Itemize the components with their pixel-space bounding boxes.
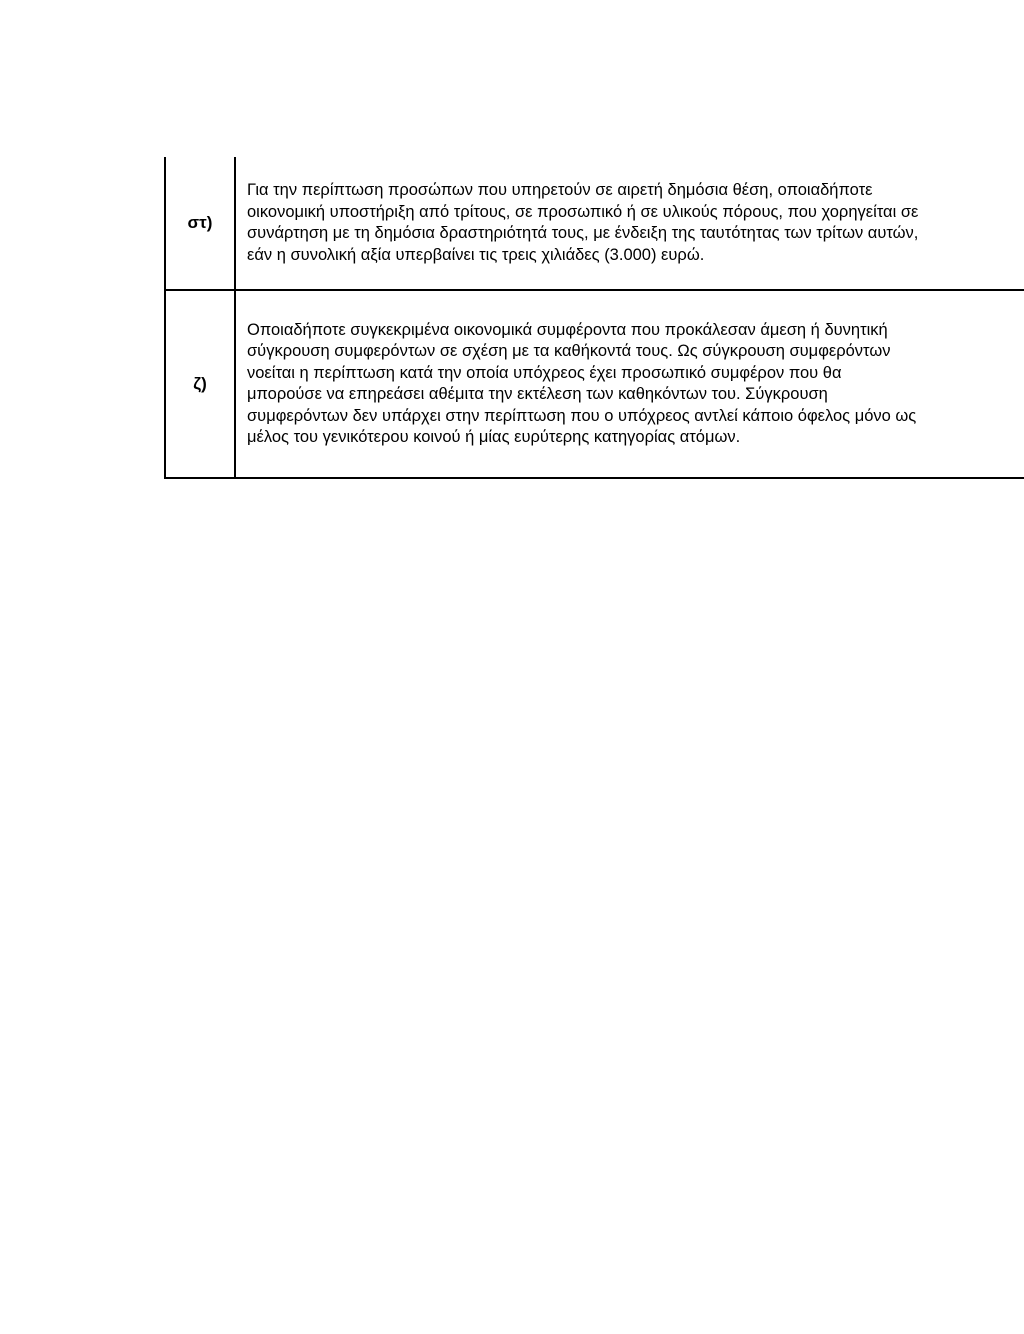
- text-line: μπορούσε να επηρεάσει αθέμιτα την εκτέλεση των καθηκόντων του. Σύγκρουση: [247, 385, 828, 403]
- table-row: [164, 291, 1024, 479]
- row-label: στ): [164, 157, 236, 289]
- text-line: σύγκρουση συμφερόντων σε σχέση με τα καθήκοντά τους. Ως σύγκρουση συμφερόντων: [247, 342, 891, 360]
- row-paragraph: [247, 320, 916, 449]
- text-line: εάν η συνολική αξία υπερβαίνει τις τρεις χιλιάδες (3.000) ευρώ.: [247, 245, 705, 264]
- row-label: ζ): [164, 291, 236, 477]
- text-line: μέλος του γενικότερου κοινού ή μίας ευρύτερης κατηγορίας ατόμων.: [247, 428, 741, 446]
- row-text-cell: [236, 291, 1024, 477]
- row-paragraph: [247, 180, 918, 266]
- text-line: συνάρτηση με τη δημόσια δραστηριότητά τους, με ένδειξη της ταυτότητας των τρίτων αυτών,: [247, 224, 919, 242]
- text-line: Οποιαδήποτε συγκεκριμένα οικονομικά συμφέροντα που προκάλεσαν άμεση ή δυνητική: [247, 320, 888, 339]
- table-row: [164, 157, 1024, 291]
- text-line: οικονομική υποστήριξη από τρίτους, σε προσωπικό ή σε υλικούς πόρους, που χορηγείται σε: [247, 202, 919, 221]
- text-line: συμφερόντων δεν υπάρχει στην περίπτωση που ο υπόχρεος αντλεί κάποιο όφελος μόνο ως: [247, 406, 917, 425]
- document-table: [164, 157, 1024, 479]
- row-text-cell: [236, 157, 1024, 289]
- text-line: νοείται η περίπτωση κατά την οποία υπόχρεος έχει προσωπικό συμφέρον που θα: [247, 363, 842, 382]
- text-line: Για την περίπτωση προσώπων που υπηρετούν σε αιρετή δημόσια θέση, οποιαδήποτε: [247, 181, 873, 199]
